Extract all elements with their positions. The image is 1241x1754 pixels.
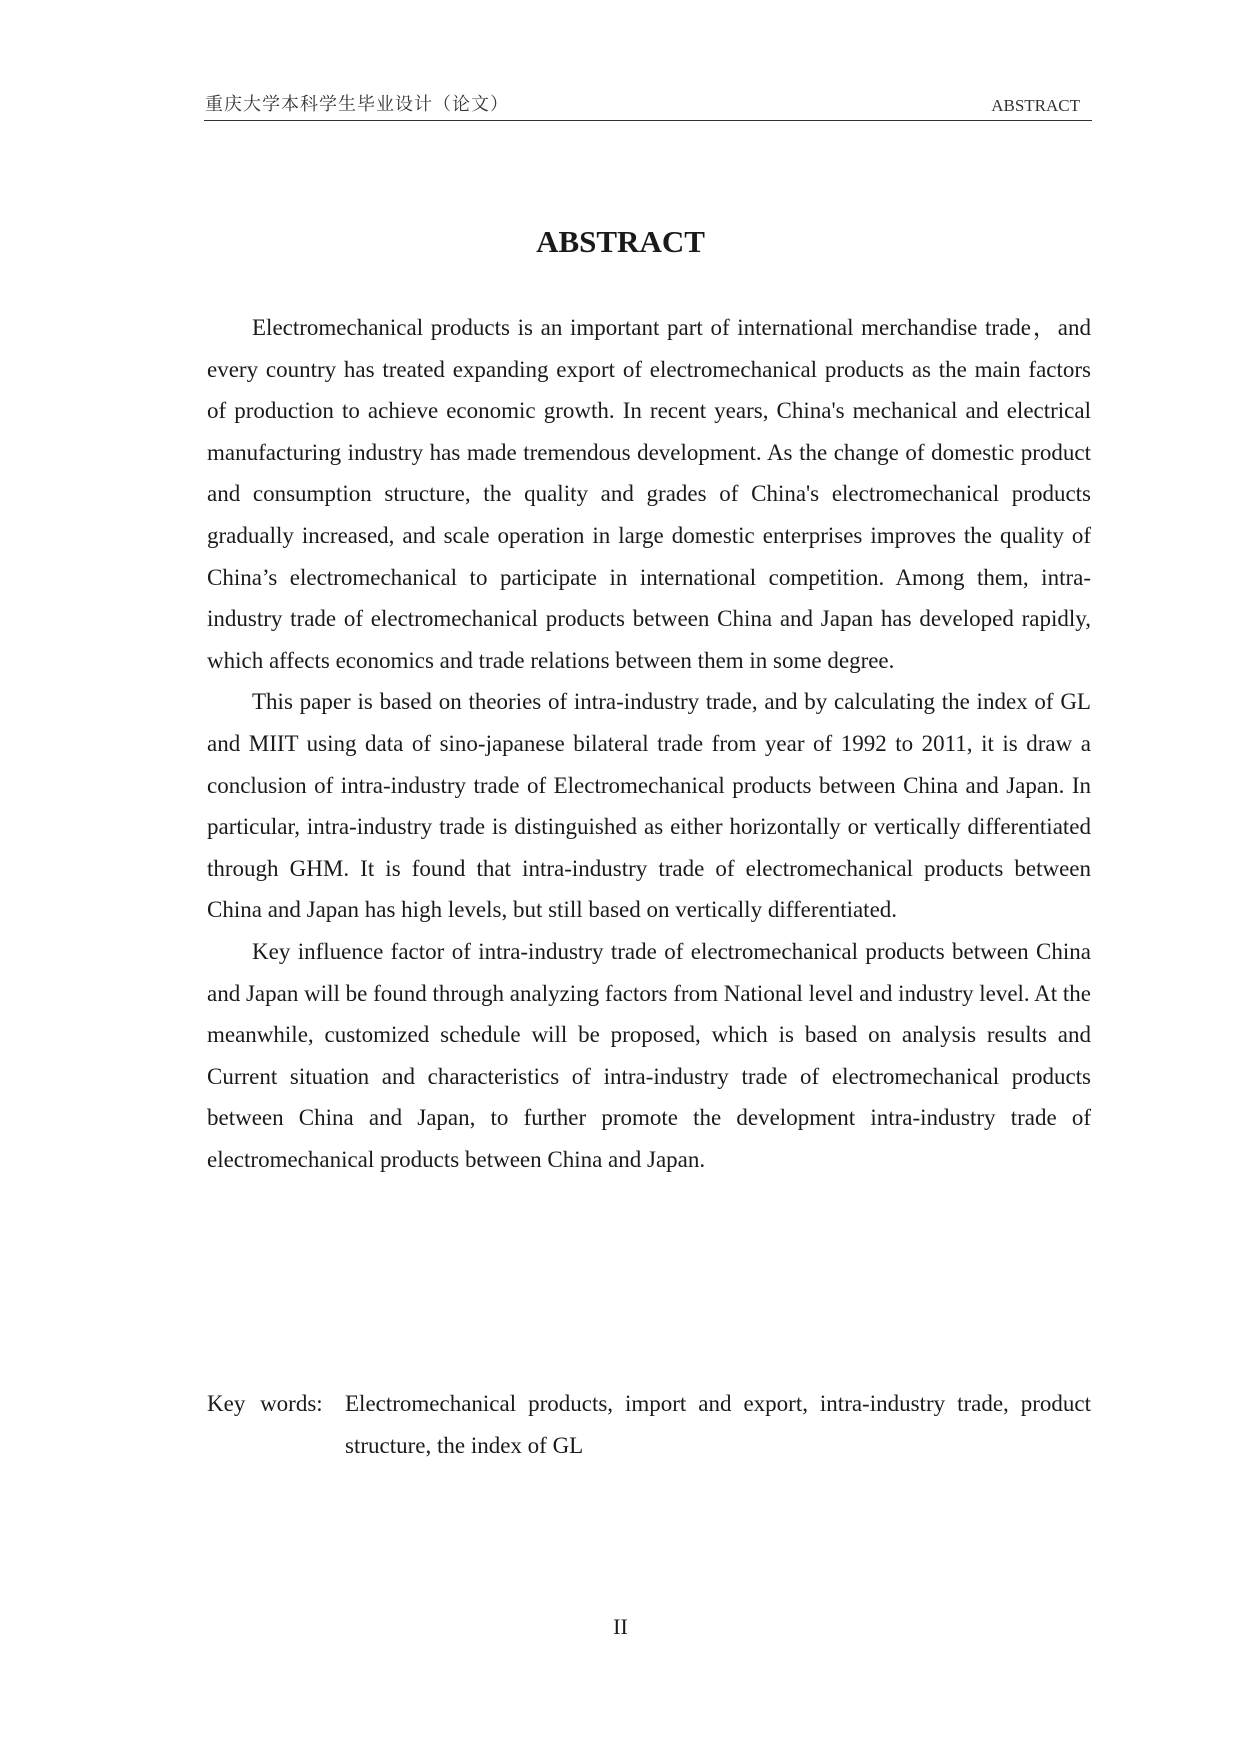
abstract-paragraph-2: This paper is based on theories of intra-industry trade, and by calculating the index of GL and MIIT using data of sino-japanese bilateral trade from year of 1992 to 2011, it is draw a conclusion of intra-industry trade of Electromechanical products between China and Japan. In particular, intra-industry trade is distinguished as either horizontally or vertically differentiated through GHM. It is found that intra-industry trade of electromechanical products between China and Japan has high levels, but still based on vertically differentiated. <box>207 689 1091 923</box>
running-header <box>204 94 1092 121</box>
keywords-block <box>207 1383 1091 1467</box>
header-section-label: ABSTRACT <box>991 96 1080 115</box>
abstract-paragraph-1: Electromechanical products is an important part of international merchandise trade，and every country has treated expanding export of electromechanical products as the main factors of production to achieve economic growth. In recent years, China's mechanical and electrical manufacturing industry has made tremendous development. As the change of domestic product and consumption structure, the quality and grades of China's electromechanical products gradually increased, and scale operation in large domestic enterprises improves the quality of China’s electromechanical to participate in international competition. Among them, intra-industry trade of electromechanical products between China and Japan has developed rapidly, which affects economics and trade relations between them in some degree. <box>207 315 1091 673</box>
abstract-body <box>207 307 1091 1180</box>
keywords-list: Electromechanical products, import and export, intra-industry trade, product structure, the index of GL <box>345 1391 1091 1458</box>
page-title: ABSTRACT <box>536 224 705 259</box>
page-number: II <box>613 1614 628 1639</box>
abstract-paragraph-3: Key influence factor of intra-industry trade of electromechanical products between China and Japan will be found through analyzing factors from National level and industry level. At the meanwhile, customized schedule will be proposed, which is based on analysis results and Current situation and characteristics of intra-industry trade of electromechanical products between China and Japan, to further promote the development intra-industry trade of electromechanical products between China and Japan. <box>207 938 1091 1172</box>
keywords-label: Key words: <box>207 1391 323 1416</box>
header-thesis-label: 重庆大学本科学生毕业设计（论文） <box>205 94 509 115</box>
